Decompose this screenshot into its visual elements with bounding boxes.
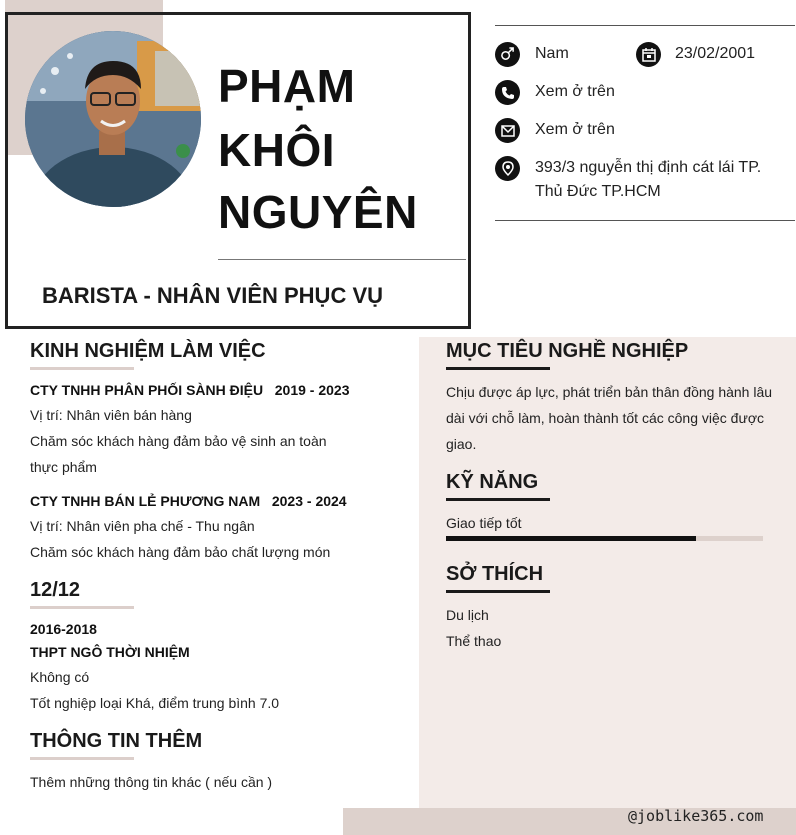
hobby-item-1: Du lịch: [446, 607, 489, 623]
job-title: BARISTA - NHÂN VIÊN PHỤC VỤ: [42, 283, 384, 308]
experience-underline: [30, 367, 134, 370]
avatar: [25, 31, 201, 207]
calendar-icon: [636, 42, 661, 67]
education-heading: 12/12: [30, 579, 81, 601]
experience-2-desc-line-1: Chăm sóc khách hàng đảm bảo chất lượng món: [30, 544, 331, 560]
full-name-line-3: NGUYÊN: [218, 186, 418, 238]
extra-info-text: Thêm những thông tin khác ( nếu cần ): [30, 774, 273, 790]
experience-1-period: 2019 - 2023: [274, 382, 350, 398]
address-line-2: Thủ Đức TP.HCM: [535, 183, 661, 200]
objective-line-1: Chịu được áp lực, phát triển bản thân đồng hành lâu: [446, 384, 773, 400]
location-icon: [495, 156, 520, 181]
objective-line-3: giao.: [446, 436, 477, 452]
gender-icon: [495, 42, 520, 67]
skill-1-bar: [446, 536, 763, 541]
experience-1-company-name: CTY TNHH PHÂN PHỐI SÀNH ĐIỆU: [30, 382, 264, 398]
name-divider: [218, 259, 466, 260]
experience-1-company: [30, 382, 350, 398]
hobbies-underline: [446, 590, 550, 593]
contact-bottom-rule: [495, 220, 795, 221]
address-line-1: 393/3 nguyễn thị định cát lái TP.: [535, 159, 762, 176]
extra-info-underline: [30, 757, 134, 760]
phone-icon: [495, 80, 520, 105]
experience-2-company-name: CTY TNHH BÁN LẺ PHƯƠNG NAM: [30, 493, 261, 509]
education-years: 2016-2018: [30, 621, 97, 637]
phone-value: Xem ở trên: [535, 83, 615, 100]
gender-value: Nam: [535, 45, 569, 62]
watermark: @joblike365.com: [628, 807, 764, 825]
skill-1-name: Giao tiếp tốt: [446, 515, 522, 531]
experience-1-desc-line-1: Chăm sóc khách hàng đảm bảo vệ sinh an toàn: [30, 433, 327, 449]
contact-top-rule: [495, 25, 795, 26]
experience-2-position: Vị trí: Nhân viên pha chế - Thu ngân: [30, 518, 255, 534]
experience-1-position: Vị trí: Nhân viên bán hàng: [30, 407, 192, 423]
education-major: Không có: [30, 669, 90, 685]
experience-2-period: 2023 - 2024: [271, 493, 347, 509]
full-name-line-2: KHÔI: [218, 124, 335, 176]
avatar-photo: [25, 31, 201, 207]
hobbies-heading: SỞ THÍCH: [446, 563, 544, 585]
education-result: Tốt nghiệp loại Khá, điểm trung bình 7.0: [30, 695, 280, 711]
objective-heading: MỤC TIÊU NGHỀ NGHIỆP: [446, 340, 689, 362]
experience-heading: KINH NGHIỆM LÀM VIỆC: [30, 340, 266, 362]
education-underline: [30, 606, 134, 609]
email-value: Xem ở trên: [535, 121, 615, 138]
education-school: THPT NGÔ THỜI NHIỆM: [30, 644, 190, 660]
skills-heading: KỸ NĂNG: [446, 471, 539, 493]
objective-underline: [446, 367, 550, 370]
skill-1-bar-fill: [446, 536, 696, 541]
skills-underline: [446, 498, 550, 501]
experience-1-desc-line-2: thực phẩm: [30, 459, 97, 475]
hobby-item-2: Thể thao: [446, 633, 502, 649]
objective-line-2: dài với chỗ làm, hoàn thành tốt các công việc được: [446, 410, 765, 426]
email-icon: [495, 118, 520, 143]
experience-2-company: [30, 493, 347, 509]
full-name-line-1: PHẠM: [218, 60, 356, 112]
extra-info-heading: THÔNG TIN THÊM: [30, 730, 203, 752]
birthdate-value: 23/02/2001: [675, 45, 756, 62]
